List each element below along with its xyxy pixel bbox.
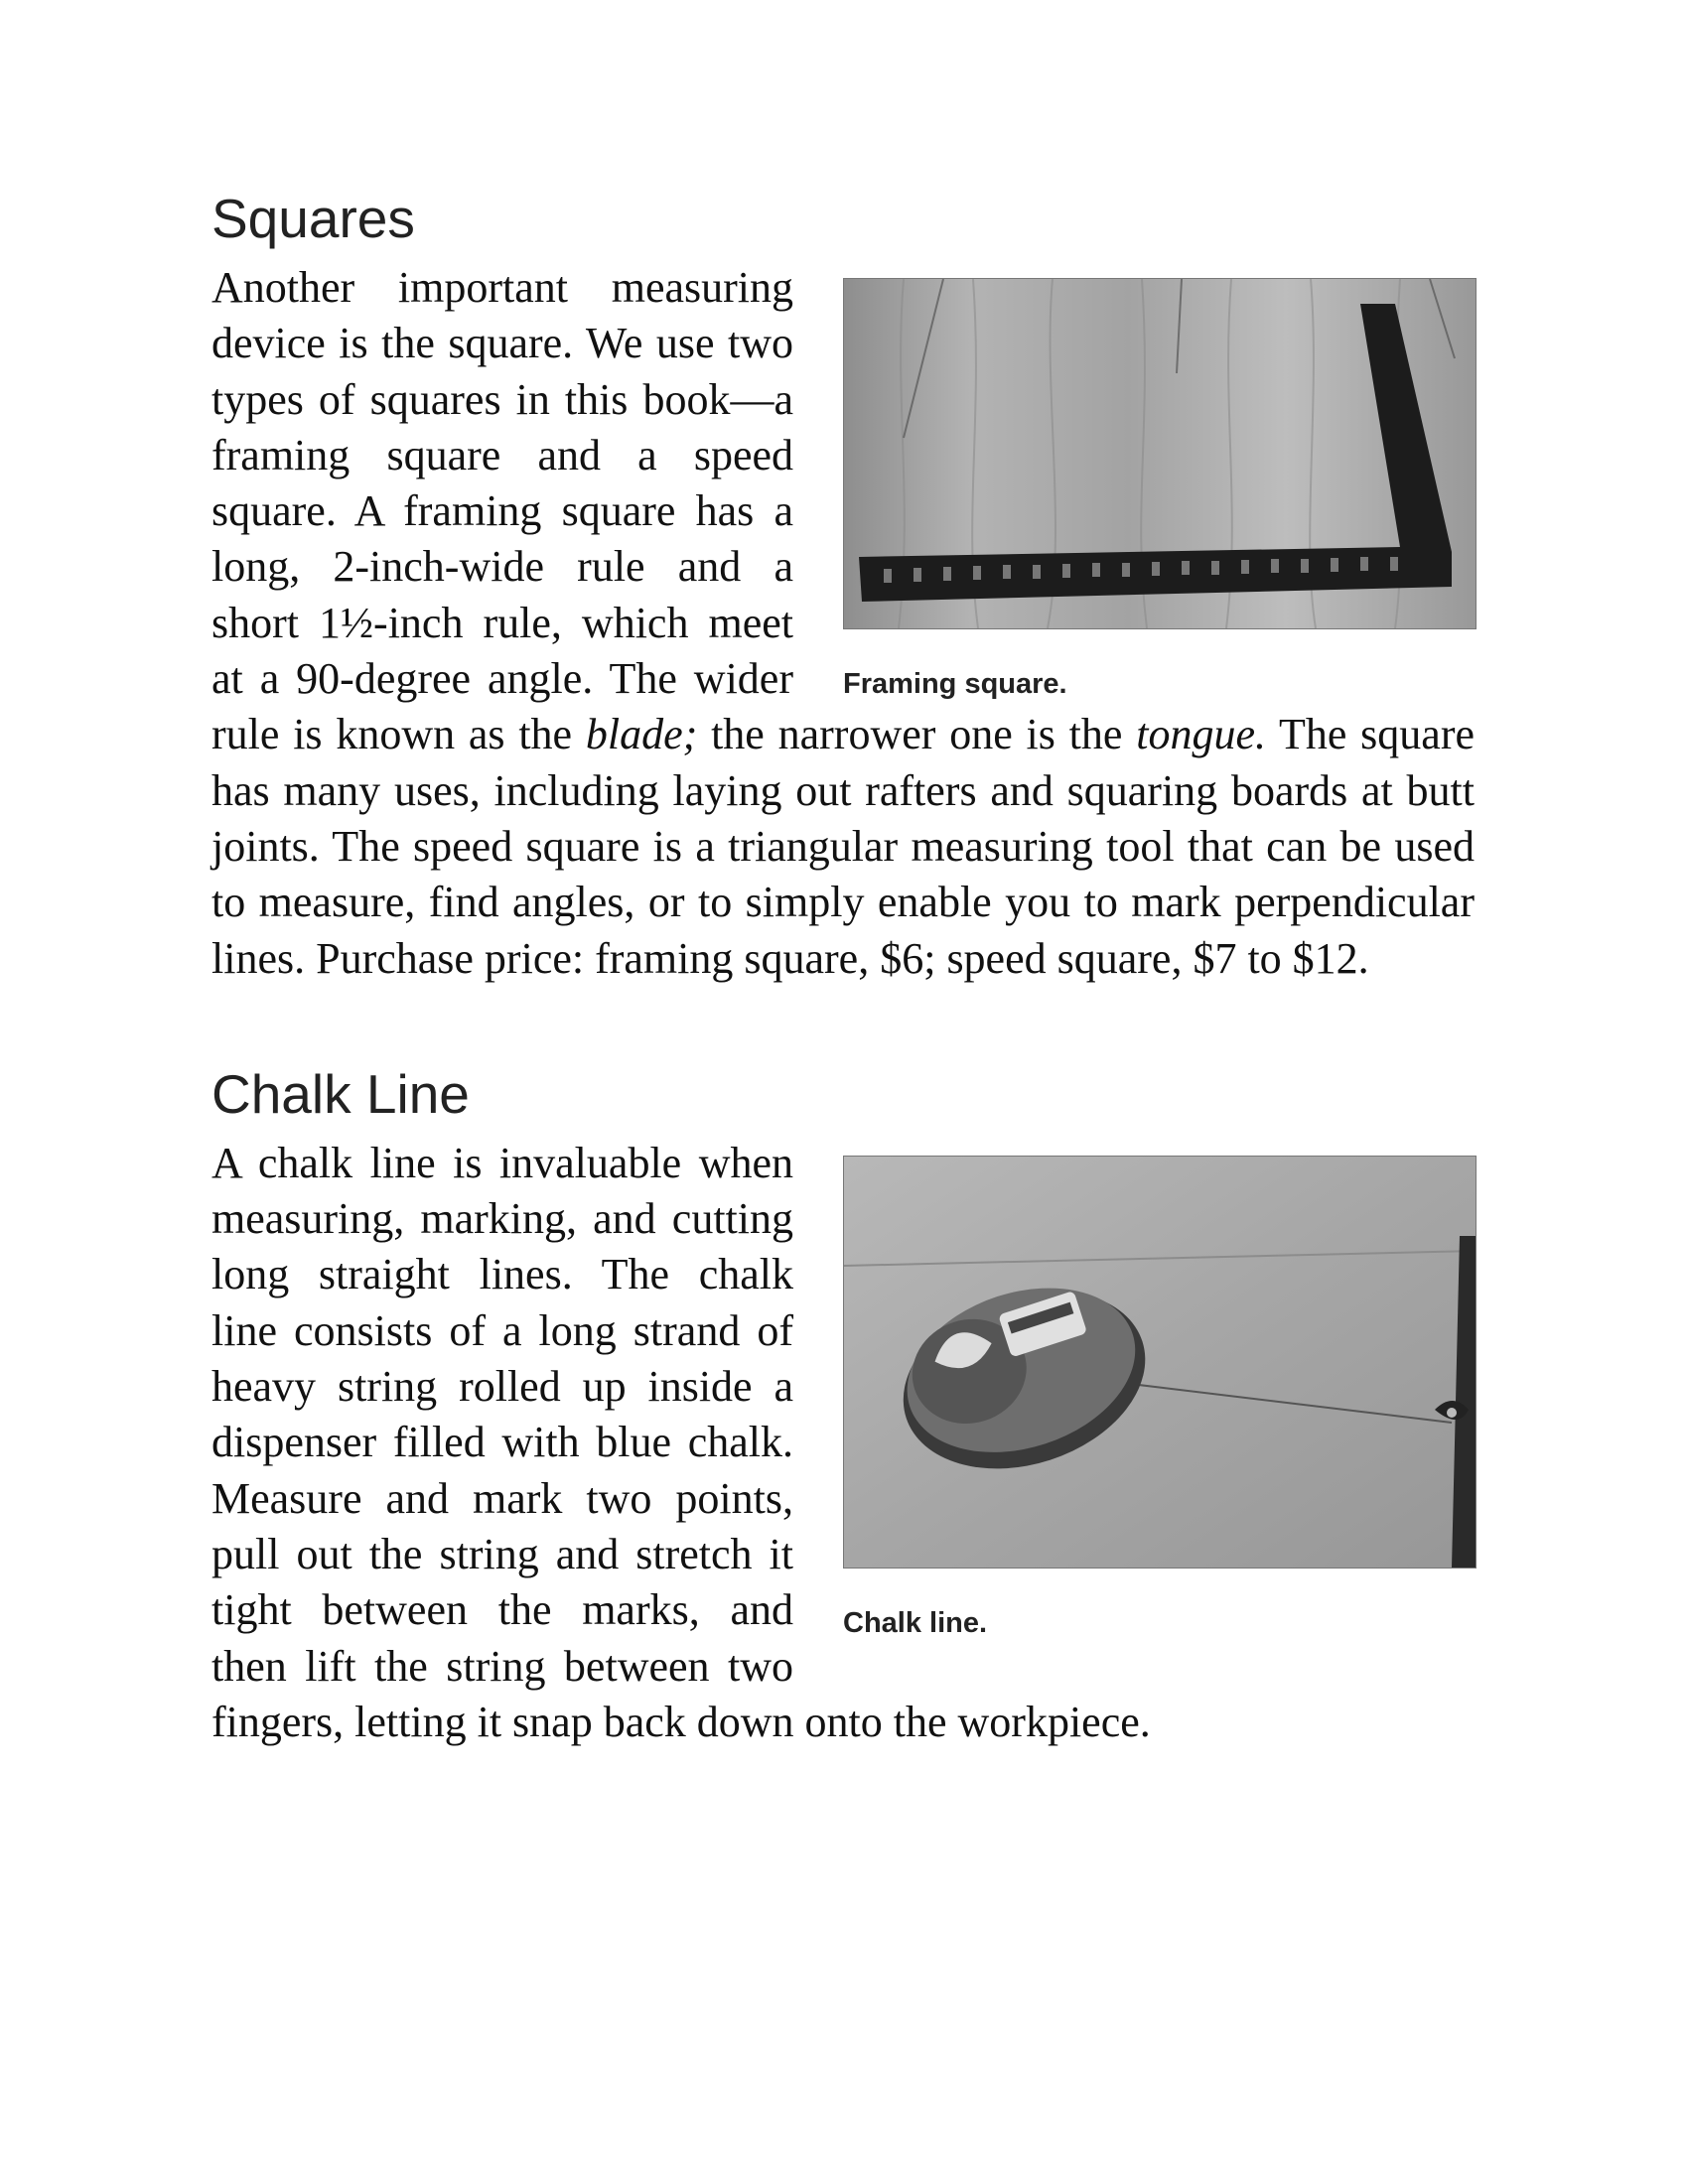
framing-square-photo <box>843 278 1477 629</box>
chalk-line-photo <box>843 1156 1477 1569</box>
chalk-line-paragraph: A chalk line is invaluable when measuring, marking, and cutting long straight lines. The chalk line consists of a long strand of heavy string rolled up inside a dispenser filled with blue chalk. Measure and mark two points, pull out the string and stretch it tight between the marks, and then lift the string between two fingers, letting it snap back down onto the workpiece. <box>211 1138 1151 1746</box>
figure-chalk-line <box>843 1156 1475 1640</box>
figure-framing-square <box>843 278 1475 701</box>
section-chalk-line <box>211 1064 1475 1750</box>
figure-caption-chalk-line: Chalk line. <box>843 1606 988 1639</box>
heading-chalk-line: Chalk Line <box>211 1062 470 1125</box>
heading-squares: Squares <box>211 188 415 249</box>
page <box>211 189 1475 1750</box>
section-squares <box>211 189 1475 987</box>
squares-paragraph: Another important measuring device is the square. We use two types of squares in this book—a framing square and a speed square. A framing square has a long, 2-inch-wide rule and a short 1½-inch rule, which meet at a 90-degree angle. The wider rule is known as the blade; the narrower one is the tongue. The square has many uses, including laying out rafters and squaring boards at butt joints. The speed square is a triangular measuring tool that can be used to measure, find angles, or to simply enable you to mark perpendicular lines. Purchase price: framing square, $6; speed square, $7 to $12. <box>211 263 1476 983</box>
figure-caption-framing-square: Framing square. <box>843 668 1067 700</box>
